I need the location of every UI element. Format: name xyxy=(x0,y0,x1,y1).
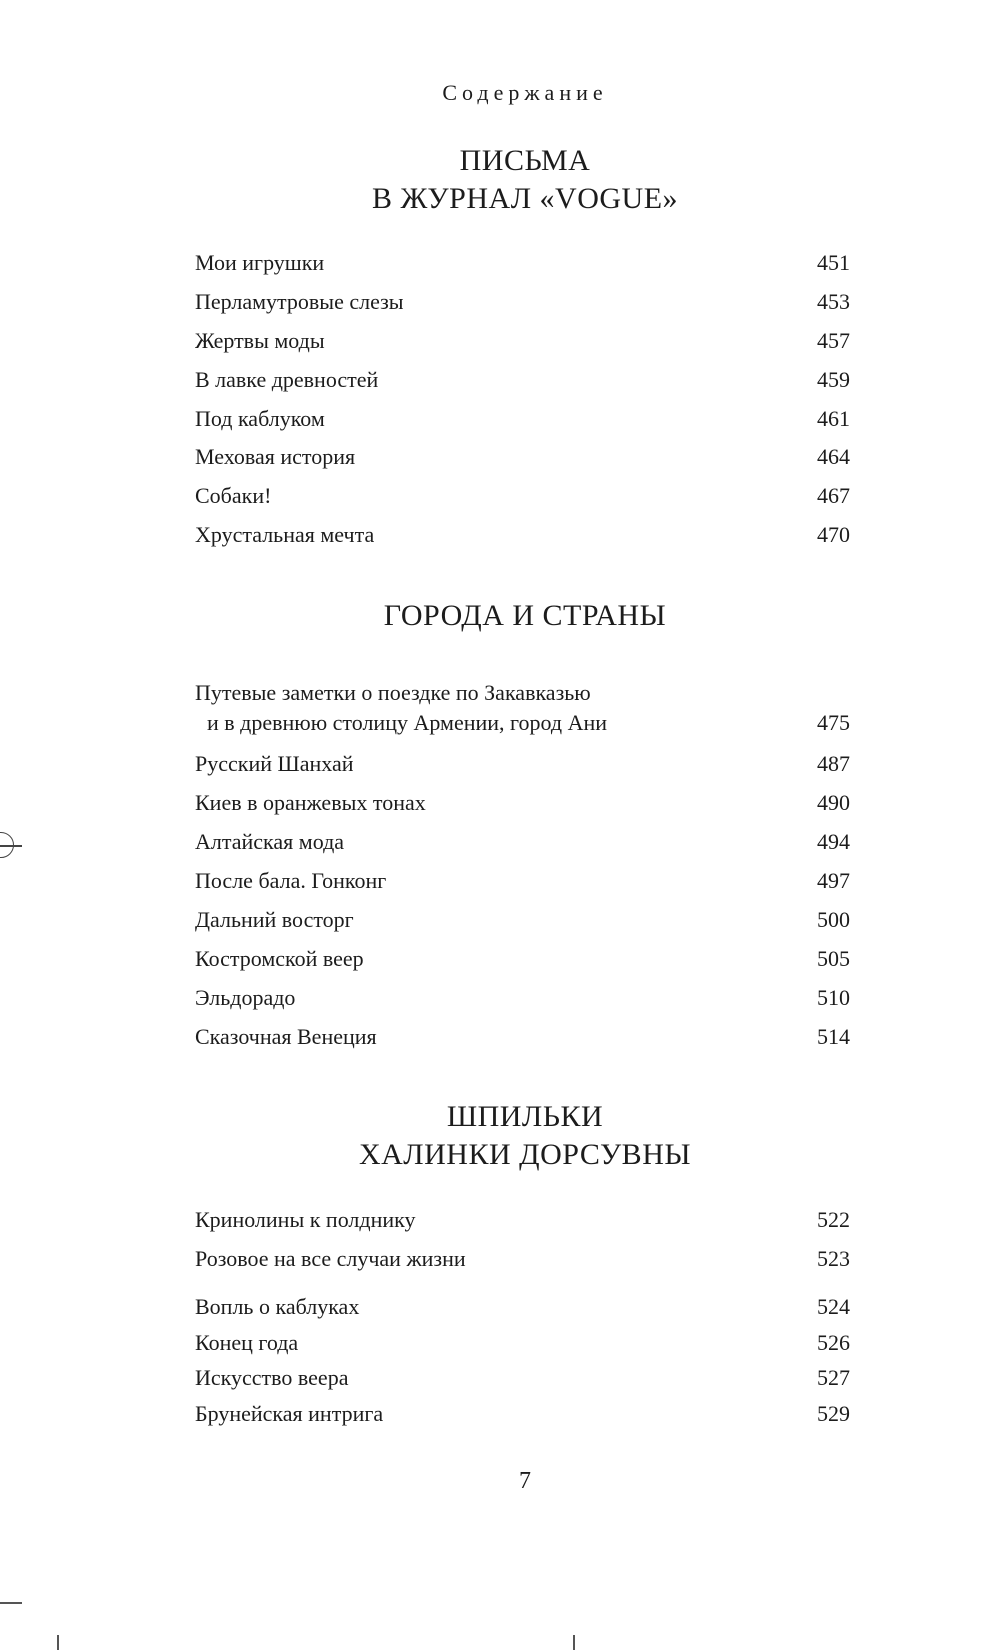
toc-entry[interactable] xyxy=(195,1022,850,1052)
section-title-line: ХАЛИНКИ ДОРСУВНЫ xyxy=(358,1138,692,1171)
toc-entry-page: 529 xyxy=(817,1401,850,1426)
section-title-line: ГОРОДА И СТРАНЫ xyxy=(383,599,667,632)
toc-entry-page: 453 xyxy=(817,289,850,314)
toc-entry-page: 527 xyxy=(817,1365,850,1390)
toc-entry-title: В лавке древностей xyxy=(195,367,379,392)
toc-entry-page: 523 xyxy=(817,1246,850,1271)
toc-entry-page: 467 xyxy=(817,483,850,508)
toc-entry-page: 475 xyxy=(817,710,850,735)
crop-mark xyxy=(0,1602,22,1604)
section-title-letters-to-vogue xyxy=(0,142,982,218)
toc-entry-page: 459 xyxy=(817,367,850,392)
toc-entry-title: После бала. Гонконг xyxy=(195,868,387,893)
toc-entry[interactable] xyxy=(195,983,850,1013)
toc-entry-title: Искусство веера xyxy=(195,1365,349,1390)
crop-mark xyxy=(57,1635,59,1650)
toc-entry-title: Розовое на все случаи жизни xyxy=(195,1246,466,1271)
toc-entry[interactable] xyxy=(195,788,850,818)
toc-entry-page: 497 xyxy=(817,868,850,893)
toc-entry-title: Эльдорадо xyxy=(195,985,296,1010)
toc-entry-title: Хрустальная мечта xyxy=(195,522,375,547)
toc-entry-page: 490 xyxy=(817,790,850,815)
toc-entry[interactable] xyxy=(195,1244,850,1274)
toc-entry-page: 451 xyxy=(817,250,850,275)
toc-entry[interactable] xyxy=(195,287,850,317)
section-title-line: ШПИЛЬКИ xyxy=(446,1100,604,1133)
toc-entry[interactable] xyxy=(195,442,850,472)
toc-entry-title: Дальний восторг xyxy=(195,907,354,932)
toc-entry-title: Конец года xyxy=(195,1330,299,1355)
toc-entry[interactable] xyxy=(195,326,850,356)
toc-entry-page: 470 xyxy=(817,522,850,547)
toc-entry-page: 500 xyxy=(817,907,850,932)
section-title-cities-and-countries xyxy=(0,597,982,635)
toc-entry-title: Под каблуком xyxy=(195,406,325,431)
toc-entry[interactable] xyxy=(195,1399,850,1429)
section-title-hairpins xyxy=(0,1098,982,1174)
toc-entry-page: 526 xyxy=(817,1330,850,1355)
toc-entry-title: Сказочная Венеция xyxy=(195,1024,377,1049)
toc-entry[interactable] xyxy=(195,944,850,974)
page-number: 7 xyxy=(519,1468,531,1494)
toc-entry-page: 457 xyxy=(817,328,850,353)
toc-entry[interactable] xyxy=(195,827,850,857)
registration-line xyxy=(0,845,22,847)
toc-entry-title: Алтайская мода xyxy=(195,829,345,854)
toc-entry-title: Кринолины к полднику xyxy=(195,1207,416,1232)
toc-entry-page: 510 xyxy=(817,985,850,1010)
toc-entry-title: Костромской веер xyxy=(195,946,364,971)
running-head: Содержание xyxy=(442,80,608,105)
toc-entry[interactable] xyxy=(195,678,850,738)
toc-entry-title: Перламутровые слезы xyxy=(195,289,404,314)
section-title-line: ПИСЬМА xyxy=(459,144,591,177)
section-title-line: В ЖУРНАЛ «VOGUE» xyxy=(371,182,679,215)
toc-entry[interactable] xyxy=(195,1363,850,1393)
toc-entry-title: Вопль о каблуках xyxy=(195,1294,360,1319)
toc-entry-page: 524 xyxy=(817,1294,850,1319)
toc-entry[interactable] xyxy=(195,404,850,434)
toc-entry-title: Русский Шанхай xyxy=(195,751,354,776)
toc-entry-page: 487 xyxy=(817,751,850,776)
toc-entry-title: Брунейская интрига xyxy=(195,1401,384,1426)
toc-entry[interactable] xyxy=(195,749,850,779)
toc-entry[interactable] xyxy=(195,1292,850,1322)
toc-entry-title: Меховая история xyxy=(195,444,356,469)
toc-entry[interactable] xyxy=(195,866,850,896)
toc-entry-title: Путевые заметки о поездке по Закавказью xyxy=(195,680,591,705)
toc-entry-page: 461 xyxy=(817,406,850,431)
toc-entry[interactable] xyxy=(195,520,850,550)
toc-entry-title-continuation: и в древнюю столицу Армении, город Ани xyxy=(207,710,608,735)
crop-mark xyxy=(573,1635,575,1650)
toc-entry-page: 522 xyxy=(817,1207,850,1232)
toc-entry[interactable] xyxy=(195,248,850,278)
toc-entry-title: Жертвы моды xyxy=(195,328,325,353)
toc-entry-page: 514 xyxy=(817,1024,850,1049)
toc-entry-title: Мои игрушки xyxy=(195,250,325,275)
toc-entry[interactable] xyxy=(195,365,850,395)
toc-entry[interactable] xyxy=(195,1205,850,1235)
toc-entry-page: 464 xyxy=(817,444,850,469)
toc-entry-page: 494 xyxy=(817,829,850,854)
toc-entry-page: 505 xyxy=(817,946,850,971)
toc-entry[interactable] xyxy=(195,905,850,935)
toc-entry-title: Киев в оранжевых тонах xyxy=(195,790,426,815)
toc-entry-title: Собаки! xyxy=(195,483,272,508)
toc-entry[interactable] xyxy=(195,481,850,511)
toc-entry[interactable] xyxy=(195,1328,850,1358)
